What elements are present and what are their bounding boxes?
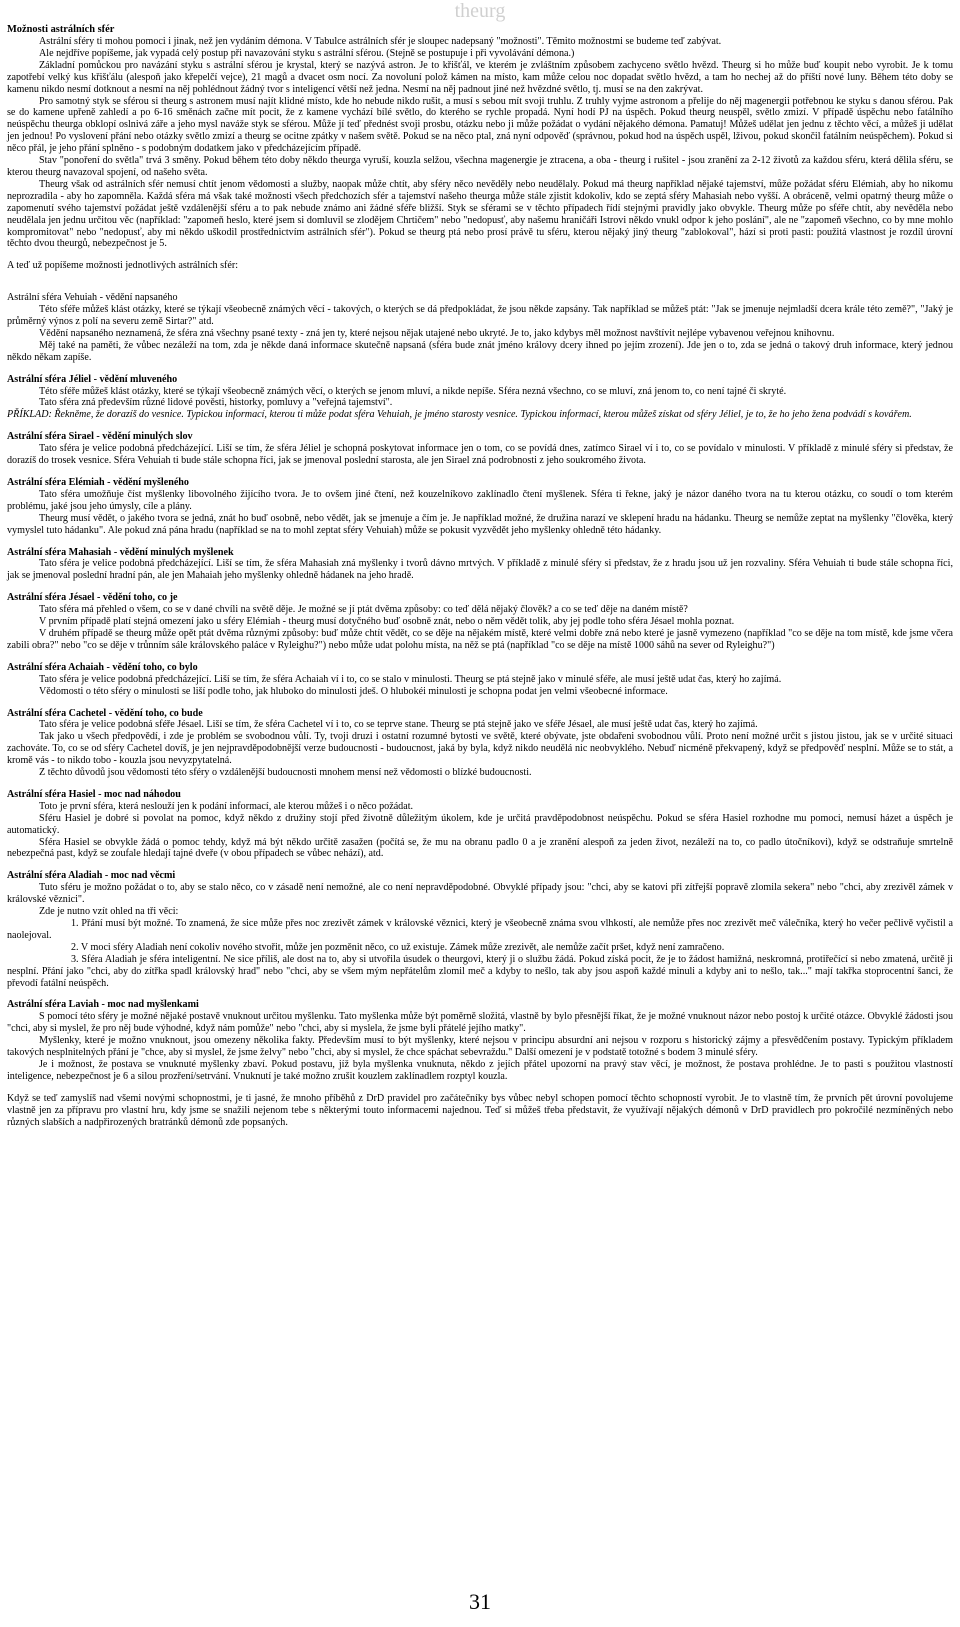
paragraph: Je i možnost, že postava se vnuknuté myšlenky zbaví. Pokud postavu, jíž byla myšlenka vnuknuta, někdo z jejích přátel upozorní na pravý stav věcí, je možnost, že postava prohlédne. Je to pasti s použitou vlastností inteligence, nebezpečnost je 6 a silou prozření/setrvání. Vnuknutí je také možno zrušit kouzlem zaklínadlem rozptyl kouzla. — [7, 1058, 953, 1082]
paragraph: Tato sféra má přehled o všem, co se v dané chvíli na světě děje. Je možné se jí ptát dvěma způsoby: co teď dělá nějaký člověk? a co se teď děje na daném místě? — [39, 604, 688, 616]
sphere-heading-mahasiah: Astrální sféra Mahasiah - vědění minulých myšlenek — [7, 546, 234, 558]
paragraph: Této sféře můžeš klást otázky, které se týkají všeobecně známých věcí, o kterých se jenom mluví, a nikde nepíše. Sféra nezná všechno, co se mluví, zná jenom to, co není tajné či skryté. — [39, 385, 787, 397]
paragraph: Vědomosti o této sféry o minulosti se liší podle toho, jak hluboko do minulosti jdeš. O hlubokéi minulosti je schopna podat jen velmi všeobecné informace. — [39, 685, 668, 697]
paragraph: Sféru Hasiel je dobré si povolat na pomoc, když někdo z družiny stojí před životně důležitým úkolem, kde je určitá pravděpodobnost neúspěchu. Pokud se sféra Hasiel rozhodne mu pomoci, nemusí házet a úspěch je automatický. — [7, 812, 953, 836]
running-header: theurg — [454, 0, 506, 22]
paragraph: Zde je nutno vzít ohled na tři věci: — [39, 906, 179, 918]
intro-line: Ale nejdříve popíšeme, jak vypadá celý postup při navazování styku s astrální sférou. (Stejně se postupuje i při vyvolávání démona.) — [39, 47, 575, 59]
paragraph: Toto je první sféra, která neslouží jen k podání informací, ale kterou můžeš i o něco požádat. — [39, 800, 414, 812]
paragraph: Základní pomůckou pro navázání styku s astrální sférou je krystal, který se nazývá astron. Je to křišťál, ve kterém je zvláštním způsobem zachyceno světlo hvězd. Theurg si ho může buď koupit nebo vyrobit. Je k tomu zapotřebí velký kus křišťálu (alespoň jako křepelčí vejce), 21 magů a dvacet osm nocí. Za novoluní polož kámen na místo, kam může celou noc dopadat světlo hvězd, a tam ho nechej až do příští nové luny. Během této doby se kamenu nikdo nesmí dotknout a nesmí na něj pohlédnout žádný tvor s inteligencí větší než jedna. Nesmí na něj padnout jiné než hvězdné světlo, tj. musí se na den zakrývat. — [7, 59, 953, 95]
paragraph: Této sféře můžeš klást otázky, které se týkají všeobecně známých věcí - takových, o kterých se dá předpokládat, že jsou někde zapsány. Tak například se můžeš ptát: "Jak se jmenuje nejmladší dcera krále této země?", "Jaký je průměrný výnos z polí na severu země Sirtar?" atd. — [7, 304, 953, 328]
sphere-heading-aladiah: Astrální sféra Aladiah - moc nad věcmi — [7, 870, 176, 882]
list-item: 2. V moci sféry Aladiah není cokoliv nového stvořit, může jen pozměnit něco, co už existuje. Zámek může zrezivět, ale nemůže začít pršet, když není zamračeno. — [71, 941, 725, 953]
sphere-heading-cachetel: Astrální sféra Cachetel - vědění toho, co bude — [7, 707, 203, 719]
sphere-heading-sirael: Astrální sféra Sirael - vědění minulých slov — [7, 431, 193, 443]
paragraph: Tato sféra umožňuje číst myšlenky libovolného žijícího tvora. Je to ovšem jiné čtení, než kouzelníkovo zaklínadlo čtení myšlenek. Sféra ti řekne, jaký je názor daného tvora na tu kterou otázku, co soudí o tom kterém problému, jaké jsou jeho úmysly, cíle a plány. — [7, 488, 953, 512]
paragraph: Tato sféra je velice podobná sféře Jésael. Liší se tím, že sféra Cachetel ví i to, co se teprve stane. Theurg se ptá stejně jako ve sféře Jésael, ale musí ještě udat čas, který ho zajímá. — [39, 719, 758, 731]
sphere-heading-achaiah: Astrální sféra Achaiah - vědění toho, co bylo — [7, 661, 198, 673]
sphere-heading-jesael: Astrální sféra Jésael - vědění toho, co je — [7, 592, 178, 604]
lead-text: A teď už popíšeme možnosti jednotlivých astrálních sfér: — [7, 260, 239, 272]
paragraph: V prvním případě platí stejná omezení jako u sféry Elémiah - theurg musí dotyčného buď osobně znát, nebo o něm vědět tolik, aby jej podle toho sféra Jésael mohla poznat. — [39, 616, 735, 628]
page-number: 31 — [469, 1589, 491, 1614]
sphere-heading-vehuiah: Astrální sféra Vehuiah - vědění napsaného — [7, 292, 178, 304]
list-item: 1. Přání musí být možné. To znamená, že sice může přes noc zrezivět zámek v královské věznici, který je všeobecně známa svou vlhkostí, ale nemůže přes noc zrezivět meč válečníka, který ho večer pečlivě vyčistil a naolejoval. — [7, 918, 953, 941]
numbered-list — [7, 918, 953, 989]
intro-lines — [7, 36, 953, 60]
paragraph: Vědění napsaného neznamená, že sféra zná všechny psané texty - zná jen ty, které nejsou nějak utajené nebo ukryté. Je to, jako kdybys měl možnost navštívit nejlépe vybavenou veřejnou knihovnu. — [39, 327, 835, 339]
paragraph: Theurg musí vědět, o jakého tvora se jedná, znát ho buď osobně, nebo vědět, jak se jmenuje a čím je. Je například možné, že družina narazí ve sklepení hradu na hádanku. Theurg se nemůže zeptat na myšlenky "člověka, který vymyslel tuto hádanku". Ale pokud zná pána hradu (například se na to mohl zeptat sféry Vehuiah) může se pokusit vyzvědět jeho myšlenky ohledně této hádanky. — [7, 512, 953, 536]
paragraph: Měj také na paměti, že vůbec nezáleží na tom, zda je někde daná informace skutečně napsaná (sféra bude znát jméno královy dcery ihned po jejím zrození). Jde jen o to, zda se jedná o takový druh informace, který jednou někdo někam zapíše. — [7, 339, 953, 363]
intro-line: Astrální sféry ti mohou pomoci i jinak, než jen vydáním démona. V Tabulce astrálních sfér je sloupec nadepsaný "možnosti". Těmito možnostmi se budeme teď zabývat. — [39, 36, 722, 47]
paragraph: Z těchto důvodů jsou vědomosti této sféry o vzdálenější budoucnosti mnohem mensí než vědomosti o blízké budoucnosti. — [39, 767, 532, 779]
paragraph: Pro samotný styk se sférou si theurg s astronem musí najít klidné místo, kde ho nebude nikdo rušit, a musí s sebou mít svoji truhlu. Z truhly vyjme astronom a přelije do něj magenergii potřebnou ke styku s danou sférou. Pak se do kamene upřeně zahledí a po 6-16 směnách začne mít pocit, že z kamene vychází bílé světlo, do kterého se rychle propadá. Nyní hodí PJ na úspěch. Pokud theurg neuspěl, světlo zmizí. V případě úspěchu nebo fatálního neúspěchu theurga obklopí oslnivá záře a jeho mysl naváže styk se sférou. Může jí teď přednést svoji prosbu, otázku nebo ji může požádat o vydání nějakého démona. Pamatuj! Můžeš udělat jen jednu z těchto věcí, a můžeš ji udělat jen jednou! Po vyslovení přání nebo otázky světlo zmizí a theurg se ocitne zpátky v našem světě. Pokud se na něco ptal, zná nyní odpověď (správnou, pokud hod na úspěch uspěl, lživou, pokud skončil fatálním neúspěchem). Pokud si něco přál, je jeho přání splněno - s podobným dodatkem jako v předcházejícím případě. — [7, 95, 953, 155]
paragraph: Stav "ponoření do světla" trvá 3 směny. Pokud během této doby někdo theurga vyruší, kouzla selžou, všechna magenergie je ztracena, a oba - theurg i rušitel - jsou zranění za 2-12 životů za každou sféru, která dělila sféru, se kterou theurg navazoval spojení, od našeho světa. — [7, 155, 953, 178]
sphere-heading-elemiah: Astrální sféra Elémiah - vědění myšleného — [7, 477, 189, 488]
paragraph: Myšlenky, které je možno vnuknout, jsou omezeny několika fakty. Především musí to být myšlenky, které nejsou v principu absurdní ani nejsou v rozporu s historický zájmy a přesvědčením postavy. Typickým příkladem takových nesplnitelných přání je "chce, aby si myslel, že jsme želvy" nebo "chci, aby si myslel, že chce spáchat sebevraždu." Další omezení je v podstatě totožné s bodem 3 minulé sféry. — [7, 1035, 953, 1059]
example-text: Řekněme, že dorazíš do vesnice. Typickou informací, kterou ti může podat sféra Vehuiah, je jméno starosty vesnice. Typickou informací, kterou můžeš získat od sféry Jéliel, je to, že ho jeho žena podvádí s kovářem. — [54, 409, 912, 421]
section-heading: Možnosti astrálních sfér — [7, 24, 115, 35]
closing-paragraph: Když se teď zamyslíš nad všemi novými schopnostmi, je ti jasné, že mnoho příběhů z DrD pravidel pro začátečníky bys vůbec nebyl schopen pomocí těchto schopností vyrobit. Je to vlastně tím, že prvních pět úrovní povolujeme vlastně jen za přípravu pro vlastní hru, kdy jsme se snažili nejenom tebe s některými touto informacemi najednou. Teď si můžeš třeba představit, že využívají nějakých démonů v DrD pravidlech pro pokročilé nezmíněných nebo různých slabších a nadpřirozených bratránků démonů zde popsaných. — [7, 1092, 953, 1128]
paragraph: Tato sféra je velice podobná předcházející. Liší se tím, že sféra Jéliel je schopná poskytovat informace jen o tom, co se povídá dnes, zatímco Sirael ví i to, co se povídalo v minulosti. V příkladě z minulé sféry si představ, že dorazíš do trosek vesnice. Sféra Vehuiah ti bude stále schopna říci, jak se jmenoval poslední starosta, ale jen Sirael zná podrobnosti z jeho soukromého života. — [7, 443, 953, 467]
sphere-heading-laviah: Astrální sféra Laviah - moc nad myšlenkami — [7, 999, 199, 1011]
paragraph: Tak jako u všech předpovědí, i zde je problém se svobodnou vůlí. Ty, tvoji druzi i ostatní rozumné bytosti ve světě, které obývate, jste obdařeni svobodnou vůlí. Proto není možné určit s jistou jistou, jak se v určité situaci zachováte. To, co se od sféry Cachetel dovíš, je jen nejpravděpodobnější verze budoucnosti - budoucnost, jaká by byla, když nikdo neudělá nic neobvyklého. Nebuď nicméně překvapený, když se předpověď nesplní. Může se to stát, a kromě vás - to nikdo tobo - kouzla jsou nevyzpytatelná. — [7, 731, 953, 767]
paragraph: Theurg však od astrálních sfér nemusí chtít jenom vědomosti a služby, naopak může chtít, aby sféry něco nevěděly nebo neudělaly. Pokud má theurg například nějaké tajemství, může požádat sféru Elémiah, aby ho nikomu neprozradila - aby ho zapomněla. Každá sféra má však také možnosti všech předchozích sfér a tajemství našeho theurga může stále zjistit kdokoliv, kdo se zeptá sféry Mahasiah nebo vyšší. A obráceně, velmi opatrný theurg může o zapomenutí svého tajemství požádat ještě vzdálenější sféru a to pak nebude známo ani žádné sféře bližší. Styk se sférami se v těchto případech řídí stejnými pravidly jako obvykle. Theurg může po sféře chtít, aby nevěděla nebo neudělala jen jednu určitou věc (například: "zapomeň heslo, které jsem si domluvil se zlodějem Chrtičem" nebo "nedopusť, aby našemu hraničáři Istrovi někdo vnukl odpor k jeho poslání", ale ne "zapomeň všechno, co by mne mohlo kompromitovat" nebo "nedopusť, aby mi někdo uškodil prostřednictvím astrálních sfér"). Pokud se theurg ptá nebo prosí právě tu sféru, kterou nějaký jiný theurg "zablokoval", hází si proti pasti: použitá vlastnost je rozdíl úrovní těchto dvou theurgů, nebezpečnost je 5. — [7, 178, 953, 250]
paragraph: S pomocí této sféry je možné nějaké postavě vnuknout určitou myšlenku. Tato myšlenka může být poměrně složitá, vlastně by bylo přesnější říkat, že je možné vnuknout názor nebo postoj k určité otázce. Obvyklé žádosti jsou "chci, aby si myslel, že pro něj bude výhodné, když nám pomůže" nebo "chci, aby si myslela, že jsme byli přátelé jejího matky". — [7, 1011, 953, 1035]
list-item: 3. Sféra Aladiah je sféra inteligentní. Ne sice příliš, ale dost na to, aby si utvořila úsudek o theurgovi, který ji o službu žádá. Pokud získá pocit, že je to žádost hamižná, neskromná, protiřečící si nebo zmatená, určitě ji nesplní. Přání jako "chci, aby do zítřka spadl královský hrad" nebo "chci, aby se všem mým nepřátelům zlomil meč a kdyby to nešlo, tak aby jsou aspoň každé minuli a kdyby ani to nešlo, tak..." mají takřka stoprocentní šanci, že převodí fatální neúspěch. — [7, 953, 953, 989]
sphere-heading-jeliel: Astrální sféra Jéliel - vědění mluveného — [7, 373, 178, 385]
paragraph: Tato sféra je velice podobná předcházející. Liší se tím, že sféra Achaiah ví i to, co se stalo v minulosti. Theurg se ptá stejně jako v minulé sféře, ale musí ještě udat čas, který ho zajímá. — [39, 673, 782, 685]
document-body — [7, 24, 953, 1129]
example-label: PŘÍKLAD: — [7, 409, 52, 421]
sphere-heading-hasiel: Astrální sféra Hasiel - moc nad náhodou — [7, 788, 181, 800]
paragraph: Tato sféra zná především různé lidové pověsti, historky, pomluvy a "veřejná tajemství". — [39, 397, 393, 409]
paragraph: Tato sféra je velice podobná předcházející. Liší se tím, že sféra Mahasiah zná myšlenky i tvorů dávno mrtvých. V příkladě z minulé sféry si představ, že z hradu jsou už jen rozvaliny. Sféra Vehuiah ti bude stále schopna říci, jak se jmenoval poslední hradní pán, ale jen Mahaiah jeho myšlenky ohledně hádanek na jeho hradě. — [7, 558, 953, 582]
paragraph: Sféra Hasiel se obvykle žádá o pomoc tehdy, když má být někdo určitě zasažen (počítá se, že mu na obranu padlo 0 a je zranění alespoň za jeden život, nezáleží na to, co padlo útočníkovi), když se odstraňuje smrtelně nebezpečná past, když se zoufale hledají tajné dveře (v obou případech se vůbec nehází), atd. — [7, 836, 953, 860]
paragraph: V druhém případě se theurg může opět ptát dvěma různými způsoby: buď může chtít vědět, co se děje na nějakém místě, které velmi dobře zná nebo které je jasně vymezeno (například "co se děje na tom místě, kde jsme včera zabili obra?" nebo "co se děje v trůnním sále královského paláce v Ryleighu?") nebo může udat polohu místa, na něž se ptá (například "co se děje na místě 1000 sáhů na sever od Ryleighu?") — [7, 627, 953, 651]
example-paragraph — [7, 409, 953, 421]
paragraph: Tuto sféru je možno požádat o to, aby se stalo něco, co v zásadě není nemožné, ale co není nepravděpodobné. Obvyklé případy jsou: "chci, aby se katovi při zítřejší popravě zlomila sekera" nebo "chci, aby zrezivěl zámek v královské věznici". — [7, 882, 953, 906]
